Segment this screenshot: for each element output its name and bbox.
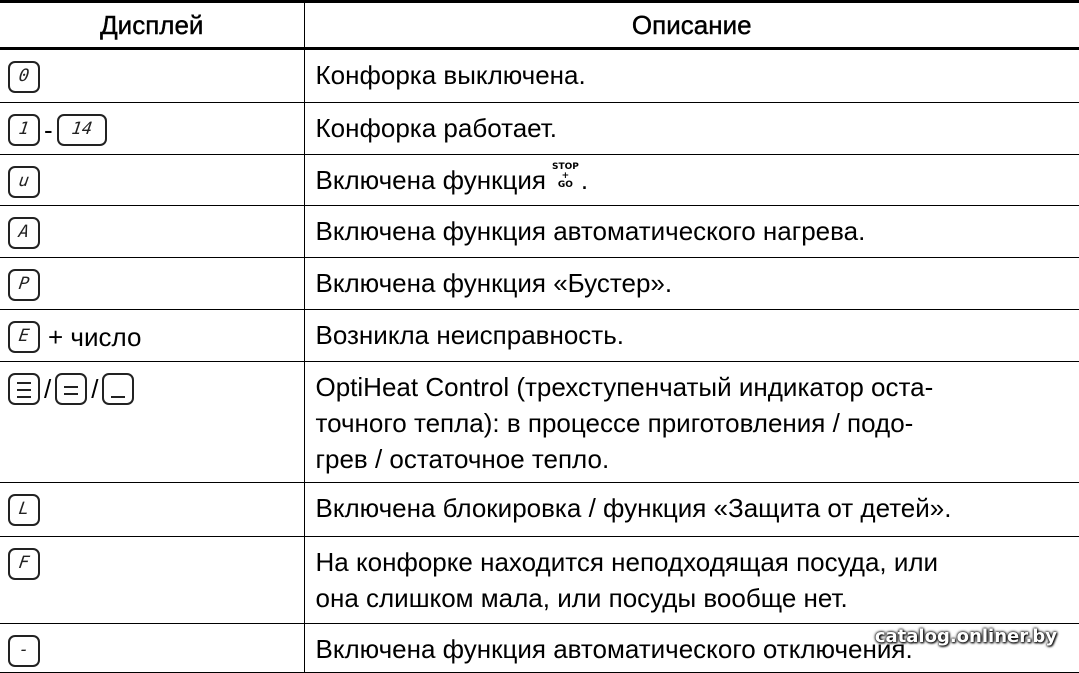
display-symbol-icon: 1 — [8, 114, 40, 146]
description-cell: Конфорка выключена. — [304, 49, 1079, 103]
description-cell: Возникла неисправность. — [304, 310, 1079, 362]
table-row — [0, 103, 1079, 155]
display-symbol-icon: L — [8, 494, 40, 526]
display-symbol-icon: - — [8, 635, 40, 667]
display-symbol-icon: F — [8, 548, 40, 580]
display-cell — [0, 537, 304, 624]
stop-go-icon: STOP + GO — [551, 161, 579, 190]
table-header-row — [0, 2, 1079, 49]
display-symbol-icon: 0 — [8, 61, 40, 93]
table-row — [0, 483, 1079, 537]
table-row — [0, 362, 1079, 483]
description-cell — [304, 362, 1079, 483]
display-symbol-icon: 14 — [57, 114, 107, 146]
display-cell — [0, 258, 304, 310]
level-separator: / — [44, 374, 52, 404]
display-cell — [0, 155, 304, 206]
range-separator: - — [44, 115, 53, 145]
display-cell — [0, 362, 304, 483]
header-description: Описание — [304, 2, 1079, 49]
description-line: грев / остаточное тепло. — [315, 444, 610, 474]
header-display: Дисплей — [0, 2, 304, 49]
description-suffix: . — [580, 165, 589, 195]
description-line: На конфорке находится неподходящая посуда, или — [315, 547, 939, 577]
description-cell: Включена функция автоматического нагрева. — [304, 206, 1079, 258]
display-cell — [0, 310, 304, 362]
display-cell — [0, 49, 304, 103]
description-cell — [304, 155, 1079, 206]
heat-level-3-icon — [8, 373, 40, 405]
description-cell: Включена функция «Бустер». — [304, 258, 1079, 310]
table-row — [0, 310, 1079, 362]
display-symbol-icon: P — [8, 269, 40, 301]
watermark: catalog.onliner.by — [874, 626, 1057, 647]
description-text: Включена функция — [315, 165, 546, 195]
display-cell — [0, 103, 304, 155]
display-symbol-icon: u — [8, 166, 40, 198]
table-row — [0, 155, 1079, 206]
description-line: OptiHeat Control (трехступенчатый индикатор оста- — [315, 372, 934, 402]
display-cell — [0, 483, 304, 537]
heat-level-2-icon — [55, 373, 87, 405]
table-row — [0, 49, 1079, 103]
display-symbol-icon: A — [8, 217, 40, 249]
description-cell: Конфорка работает. — [304, 103, 1079, 155]
heat-level-1-icon — [102, 373, 134, 405]
error-number-label: + число — [48, 322, 142, 352]
table-row — [0, 624, 1079, 673]
display-cell — [0, 624, 304, 673]
description-cell: Включена блокировка / функция «Защита от детей». — [304, 483, 1079, 537]
description-line: она слишком мала, или посуды вообще нет. — [315, 583, 848, 613]
level-separator: / — [91, 374, 99, 404]
table-row — [0, 537, 1079, 624]
description-cell: Включена функция автоматического отключения. — [304, 624, 1079, 673]
display-symbol-icon: E — [8, 321, 40, 353]
description-cell — [304, 537, 1079, 624]
description-line: точного тепла): в процессе приготовления / подо- — [315, 408, 914, 438]
display-cell — [0, 206, 304, 258]
table-row — [0, 258, 1079, 310]
table-row — [0, 206, 1079, 258]
